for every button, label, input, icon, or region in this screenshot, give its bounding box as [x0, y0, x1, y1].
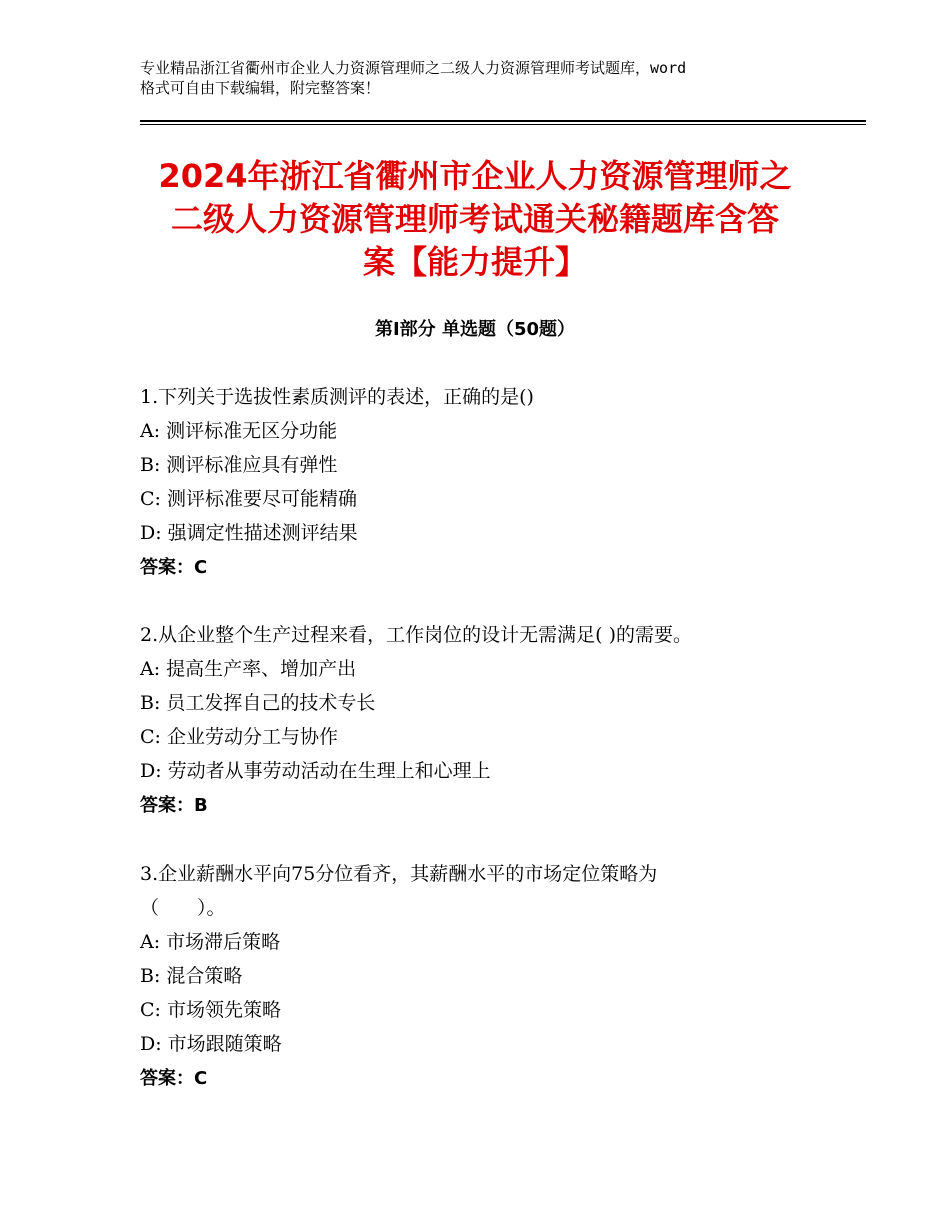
question-stem: 2.从企业整个生产过程来看，工作岗位的设计无需满足( )的需要。: [140, 624, 692, 646]
option-b: B: 混合策略: [140, 965, 243, 987]
answer-line: 答案：B: [140, 795, 208, 816]
answer-line: 答案：C: [140, 1068, 208, 1089]
header-divider: [140, 120, 866, 122]
header-note: [140, 58, 820, 98]
section-heading: 第Ⅰ部分 单选题（50题）: [374, 319, 575, 340]
option-d: D: 市场跟随策略: [140, 1033, 282, 1055]
option-b: B: 测评标准应具有弹性: [140, 454, 338, 476]
answer-line: 答案：C: [140, 557, 208, 578]
question-stem: 3.企业薪酬水平向75分位看齐，其薪酬水平的市场定位策略为: [140, 863, 658, 885]
header-divider-thin: [140, 124, 866, 125]
option-a: A: 测评标准无区分功能: [140, 420, 338, 442]
option-c: C: 企业劳动分工与协作: [140, 726, 338, 748]
title-line: 二级人力资源管理师考试通关秘籍题库含答: [170, 200, 779, 238]
option-c: C: 测评标准要尽可能精确: [140, 488, 357, 510]
title-line: 2024年浙江省衢州市企业人力资源管理师之: [158, 157, 792, 195]
option-d: D: 强调定性描述测评结果: [140, 522, 358, 544]
header-note-line: 专业精品浙江省衢州市企业人力资源管理师之二级人力资源管理师考试题库，word: [140, 59, 687, 77]
question-stem: 1.下列关于选拔性素质测评的表述，正确的是(): [140, 386, 534, 408]
option-a: A: 提高生产率、增加产出: [140, 658, 357, 680]
document-title: [120, 155, 830, 284]
option-d: D: 劳动者从事劳动活动在生理上和心理上: [140, 760, 491, 782]
option-a: A: 市场滞后策略: [140, 931, 281, 953]
header-note-line: 格式可自由下载编辑，附完整答案！: [140, 79, 381, 97]
option-b: B: 员工发挥自己的技术专长: [140, 692, 376, 714]
question-stem-continued: （ ）。: [140, 897, 226, 919]
title-line: 案【能力提升】: [362, 243, 587, 281]
option-c: C: 市场领先策略: [140, 999, 281, 1021]
